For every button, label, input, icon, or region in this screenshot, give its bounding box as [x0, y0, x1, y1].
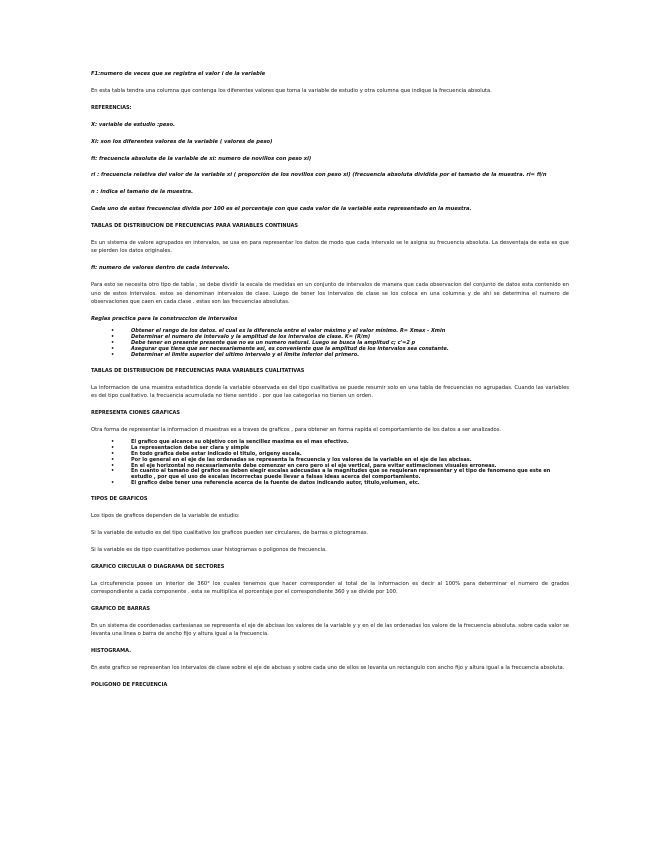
document-page	[91, 70, 569, 690]
reference-fi: fi: frecuencia absoluta de la variable de xi: numero de novillos con peso xi)	[91, 155, 312, 162]
heading-qualitative-tables: TABLAS DE DISTRIBUCION DE FRECUENCIAS PARA VARIABLES CUALITATIVAS	[91, 367, 305, 374]
heading-interval-rules: Reglas practica para la construccion de intervalos	[91, 316, 238, 322]
heading-bar-chart: GRAFICO DE BARRAS	[91, 606, 150, 613]
list-item: • El grafico que alcance su objetivo con la sencillez maxima es el mas efectivo.	[131, 440, 569, 446]
paragraph-chart-types-intro: Los tipos de graficos dependen de la variable de estudio:	[91, 513, 240, 520]
reference-ri: ri : frecuencia relativa del valor de la variable xi ( proporción de los novillos con peso xi) (frecuencia absoluta dividida por el tamaño de la muestra. ri= fi/n	[91, 172, 547, 179]
heading-histogram: HISTOGRAMA.	[91, 648, 131, 655]
paragraph-fi-intervals: fi: numero de valores dentro de cada intervalo.	[91, 265, 230, 272]
graphic-rules-list	[91, 440, 569, 486]
list-item: • Determinar el limite superior del ultimo intervalo y el limite inferior del primero.	[131, 353, 569, 359]
paragraph-pie-chart: La circuferencia posee un interior de 360° los cuales tenemos que hacer corresponder al total de la informacion es decir al 100% para determinar el numero de grados correspondiente a cada componente . esta se multiplica el porcentaje por el correspondiente 360 y se divide por 100.	[91, 580, 569, 596]
list-item: • Por lo general en el eje de las ordenadas se representa la frecuencia y los valores de la variable en el eje de las abcisas.	[131, 458, 569, 464]
list-item: • Debe tener en presente presente que no es un numero natural. Luego se busca la amplitud c; c'=2 p	[131, 341, 569, 347]
paragraph-graphic-representations: Otra forma de representar la informacion d muestras es a traves de graficos , para obtener en forma rapida el comportamiento de los datos a ser analizados.	[91, 427, 502, 434]
paragraph-percentage: Cada uno de estas frecuencias divida por 100 es el porcentaje con que cada valor de la variable esta representado en la muestra.	[91, 206, 472, 213]
list-item: • Obtener el rango de los datos. el cual es la diferencia entre el valor máximo y el valor mínimo. R= Xmax - Xmin	[131, 329, 569, 335]
list-item: • La representacion debe ser clara y simple	[131, 446, 569, 452]
reference-xi: Xi: son los diferentes valores de la variable ( valores de peso)	[91, 138, 273, 145]
list-item: • Asegurar que tiene que ser necesariamente asi, es conveniente que la amplitud de los intervalos sea constante.	[131, 347, 569, 353]
reference-x: X: variable de estudio :peso.	[91, 121, 176, 128]
interval-rules-list	[91, 329, 569, 358]
list-item: • Determinar el numero de intervalo y la amplitud de los intervalos de clase. K= (R/m)	[131, 335, 569, 341]
heading-chart-types: TIPOS DE GRAFICOS	[91, 496, 148, 503]
list-item: • En todo grafica debe estar indicado el titulo, origeny escala.	[131, 452, 569, 458]
paragraph-quantitative-charts: Si la variable es de tipo cuantitativo podemos usar histogramas o poligonos de frecuencia.	[91, 547, 327, 554]
reference-n: n : indica el tamaño de la muestra.	[91, 189, 194, 196]
heading-graphic-representations: REPRESENTA CIONES GRAFICAS	[91, 410, 180, 417]
paragraph-grouped-values: Es un sistema de valore agrupados en intervalos, se usa en para representar los datos de modo que cada intervalo se le asigna su frecuencia absoluta. La desventaja de esta es que se pierden los datos originales.	[91, 240, 569, 255]
paragraph-table-columns: En esta tabla tendra una columna que contenga los diferentes valores que toma la variable de estudio y otra columna que indique la frecuencia absoluta.	[91, 87, 492, 94]
paragraph-class-intervals: Para esto se necesita otro tipo de tabla , se debe dividir la escala de medidas en un conjunto de intervalos de manera que cada observacion del conjunto de datos esta contenido en uno de estos intervalos. estos se denominan intervalos de clase. Luego de tener los intervalos de clase se los coloca en una columna y de ahi se determina el numero de observaciones que caen en cada clase . estas son las frecuencias absolutas.	[91, 282, 569, 306]
heading-frequency-polygon: POLIGONO DE FRECUENCIA	[91, 682, 168, 689]
list-item: • En cuanto al tamaño del grafico se deben elegir escalas adecuadas a la magnitudes que se requieran representar y el tipo de fenomeno que este en estudio , por que el uso de escalas incorrectas puede llevar a falsas ideas acerca del comportamiento.	[131, 469, 569, 481]
paragraph-qualitative: La informacion de una muestra estadistica donde la variable observada es del tipo cualitativa se puede resumir solo en una tabla de frecuencias no agrupadas. Cuando las variables es del tipo cualitativo. la frecuencia acumulada no tiene sentido . por que las categorias no tienen un orden.	[91, 384, 569, 400]
paragraph-bar-chart: En un sistema de coordenadas cartesianas se representa el eje de abcisas los valores de la variable y y en el de las ordenadas los valore de la frecuencia absoluta. sobre cada valor se levanta una linea o barra de ancho fijo y altura igual a la frecuencia.	[91, 623, 569, 638]
heading-referencias: REFERENCIAS:	[91, 104, 132, 111]
heading-continuous-tables: TABLAS DE DISTRIBUCION DE FRECUENCIAS PARA VARIABLES CONTINUAS	[91, 223, 298, 230]
list-item: • El grafico debe tener una referencia acerca de la fuente de datos indicando autor, titulo,volumen, etc.	[131, 481, 569, 487]
list-item: • En el eje horizontal no necesariamente debe comenzar en cero pero si el eje vertical, para evitar estimaciones visuales erroneas.	[131, 464, 569, 470]
paragraph-histogram: En este grafico se representan los intervalos de clase sobre el eje de abcisas y sobre cada uno de ellos se levanta un rectangulo con ancho fijo y altura igual a la frecuencia absoluta.	[91, 665, 565, 672]
paragraph-qualitative-charts: Si la variable de estudio es del tipo cualitativo los graficos pueden ser circulares, de barras o pictogramas.	[91, 530, 369, 537]
heading-pie-chart: GRAFICO CIRCULAR O DIAGRAMA DE SECTORES	[91, 563, 225, 570]
paragraph-f1-definition: F1:numero de veces que se registra el valor i de la variable	[91, 71, 266, 77]
